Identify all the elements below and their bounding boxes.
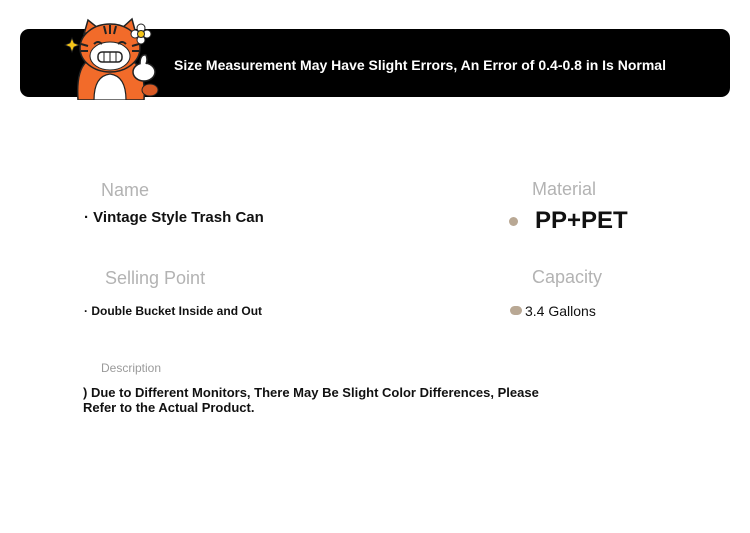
capacity-value: 3.4 Gallons bbox=[525, 303, 596, 319]
name-label: Name bbox=[101, 180, 150, 200]
banner-notice-text: Size Measurement May Have Slight Errors, An Error of 0.4-0.8 in Is Normal bbox=[174, 57, 666, 73]
name-value: · Vintage Style Trash Can bbox=[84, 209, 264, 226]
material-label: Material bbox=[532, 179, 597, 199]
description-text: ) Due to Different Monitors, There May Be Slight Color Differences, Please Refer to the Actual Product. bbox=[83, 385, 539, 415]
capacity-bullet-icon bbox=[510, 306, 522, 315]
capacity-label: Capacity bbox=[532, 267, 603, 287]
selling-point-value: · Double Bucket Inside and Out bbox=[84, 304, 263, 318]
material-bullet-icon bbox=[509, 217, 518, 226]
tiger-mascot-icon bbox=[64, 14, 168, 100]
description-label: Description bbox=[101, 361, 162, 375]
selling-point-label: Selling Point bbox=[105, 268, 206, 288]
material-value: PP+PET bbox=[535, 207, 628, 234]
